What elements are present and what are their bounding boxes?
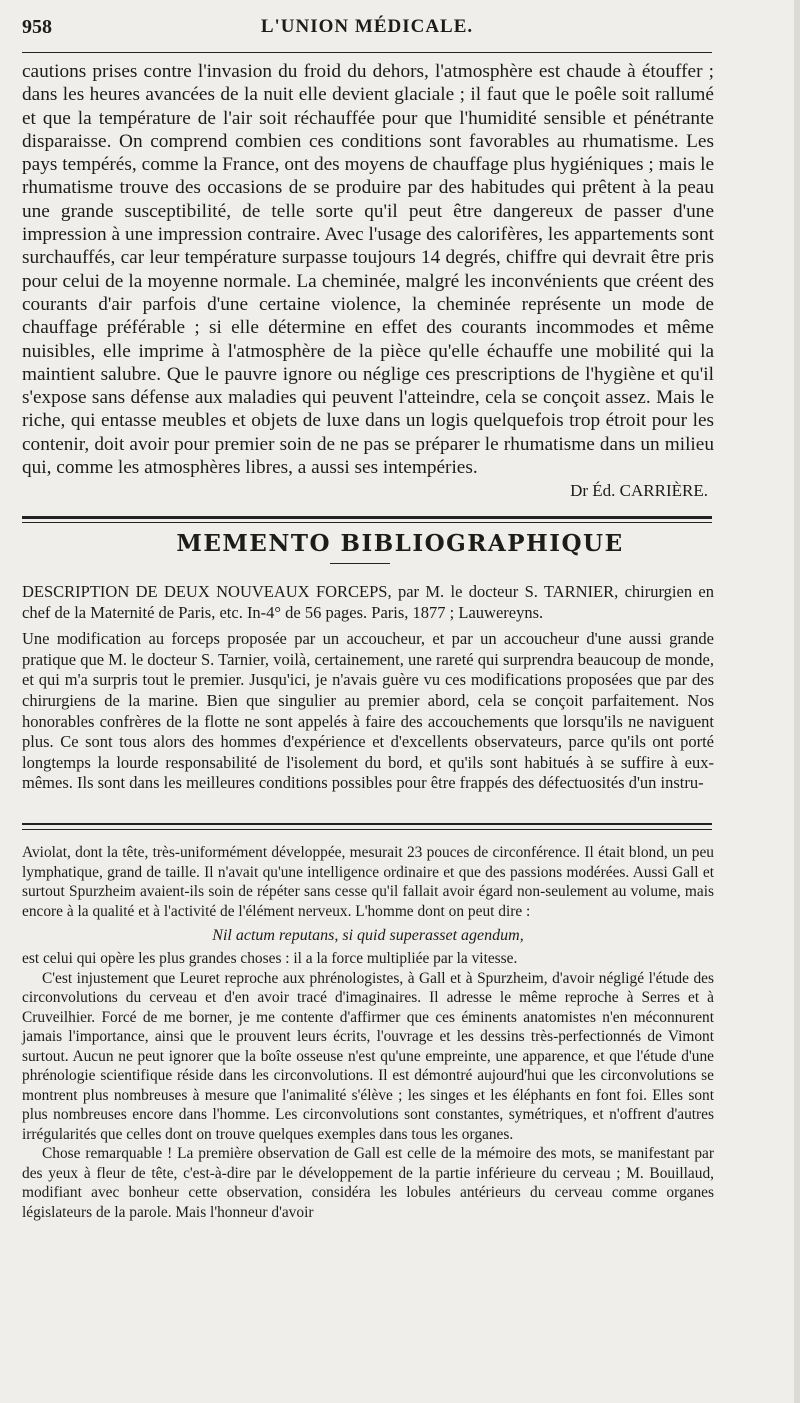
page-edge	[794, 0, 800, 1403]
bibliography-review-paragraph: Une modification au forceps proposée par un accoucheur, et par un accoucheur d'une aussi grande pratique que M. le docteur S. Tarnier, voilà, certainement, une rareté qui surprendra beaucoup de monde, et qui m'a surpris tout le premier. Jusqu'ici, je n'avais guère vu ces modifications proposées que par des chirurgiens de la marine. Bien que singulier au premier abord, cela se conçoit parfaitement. Nos honorables confrères de la flotte ne sont appelés à faire des accouchements que lorsqu'ils ne naviguent plus. Ce sont tous alors des hommes d'expérience et d'excellents observateurs, parce qu'ils ont porté longtemps la lourde responsabilité de l'isolement du bord, et qu'ils sont habitués à se suffire à eux-mêmes. Ils sont dans les meilleures conditions possibles pour être frappés des défectuosités d'un instru-	[22, 629, 714, 793]
feuilleton-paragraph: C'est injustement que Leuret reproche aux phrénologistes, à Gall et à Spurzheim, d'avoir négligé l'étude des circonvolutions du cerveau et d'en avoir tracé d'imaginaires. Il adresse le même reproche à Serres et à Cruveilhier. Forcé de me borner, je me contente d'affirmer que ces éminents anatomistes n'en méconnurent jamais l'importance, ainsi que le prouvent leurs écrits, l'ouvrage et les dessins très-perfectionnés de Vimont surtout. Aucun ne peut ignorer que la boîte osseuse n'est qu'une empreinte, une apparence, et que l'étude d'une phrénologie scientifique réside dans les circonvolutions. Il est démontré aujourd'hui que les circonvolutions se montrent plus nombreuses à mesure que l'animalité s'élève ; les singes et les éléphants en font foi. Elles sont plus nombreuses encore dans l'homme. Les circonvolutions sont constantes, symétriques, et n'offrent d'autres irrégularités que celles dont on trouve quelques exemples dans tous les organes.	[22, 969, 714, 1143]
page-header	[22, 16, 712, 46]
section-divider	[22, 516, 712, 523]
journal-title: L'UNION MÉDICALE.	[260, 16, 474, 37]
page-number: 958	[22, 16, 52, 38]
section-title: MEMENTO BIBLIOGRAPHIQUE	[176, 530, 624, 557]
feuilleton-section	[22, 843, 714, 1222]
feuilleton-paragraph: Chose remarquable ! La première observation de Gall est celle de la mémoire des mots, se manifestant par des yeux à fleur de tête, c'est-à-dire par le développement de la partie inférieure du cerveau ; M. Bouillaud, modifiant avec bonheur cette observation, considéra les lobules antérieurs du cerveau comme organes législateurs de la parole. Mais l'honneur d'avoir	[22, 1145, 714, 1221]
feuilleton-divider	[22, 823, 712, 830]
article-continuation	[22, 60, 714, 501]
bibliography-entry-title: DESCRIPTION DE DEUX NOUVEAUX FORCEPS,	[22, 582, 392, 601]
feuilleton-paragraph: Aviolat, dont la tête, très-uniformément développée, mesurait 23 pouces de circonférence. Il était blond, un peu lymphatique, grand de taille. Il n'avait qu'une intelligence ordinaire et que des passions modérées. Aussi Gall et surtout Spurzheim avaient-ils soin de répéter sans cesse qu'il fallait avoir égard non-seulement au volume, mais encore à la qualité et à l'activité de l'élément nerveux. L'homme dont on peut dire :	[22, 844, 714, 920]
bibliography-section	[22, 582, 714, 794]
latin-quote: Nil actum reputans, si quid superasset agendum,	[212, 927, 524, 944]
header-rule	[22, 52, 712, 53]
article-paragraph: cautions prises contre l'invasion du froid du dehors, l'atmosphère est chaude à étouffer ; dans les heures avancées de la nuit elle devient glaciale ; il faut que le poêle soit rallumé et que la température de l'air soit réchauffée pour que l'humidité sensible et pénétrante disparaisse. On comprend combien ces conditions sont favorables au rhumatisme. Les pays tempérés, comme la France, ont des moyens de chauffage plus hygiéniques ; mais le rhumatisme trouve des occasions de se produire par des habitudes qui prêtent à la peau une grande susceptibilité, de telle sorte qu'il peut être dangereux de passer d'une impression à une impression contraire. Avec l'usage des calorifères, les appartements sont surchauffés, car leur température surpasse toujours 14 degrés, chiffre qui devrait être pris pour celui de la moyenne normale. La cheminée, malgré les inconvénients que créent des courants d'air parfois d'une certaine violence, la cheminée représente un mode de chauffage préférable ; si elle détermine en effet des courants incommodes et même nuisibles, elle imprime à l'atmosphère de la pièce qu'elle échauffe une mobilité qui la maintient salubre. Que le pauvre ignore ou néglige ces prescriptions de l'hygiène et qu'il s'expose sans défense aux maladies qui peuvent l'atteindre, cela se conçoit assez. Mais le riche, qui entasse meubles et objets de luxe dans un logis quelquefois trop étroit pour les contenir, doit avoir pour premier soin de ne pas se préparer le rhumatisme dans un milieu qui, comme les atmosphères libres, a aussi ses intempéries.	[22, 61, 714, 479]
bibliography-entry	[22, 582, 714, 623]
section-title-underline	[330, 563, 390, 564]
article-signature: Dr Éd. CARRIÈRE.	[570, 481, 708, 501]
feuilleton-paragraph: est celui qui opère les plus grandes choses : il a la force multipliée par la vitesse.	[22, 950, 518, 967]
bibliography-entry-details: par M. le docteur S. TARNIER, chirurgien en chef de la Maternité de Paris, etc. In-4° de 56 pages. Paris, 1877 ; Lauwereyns.	[22, 582, 714, 622]
